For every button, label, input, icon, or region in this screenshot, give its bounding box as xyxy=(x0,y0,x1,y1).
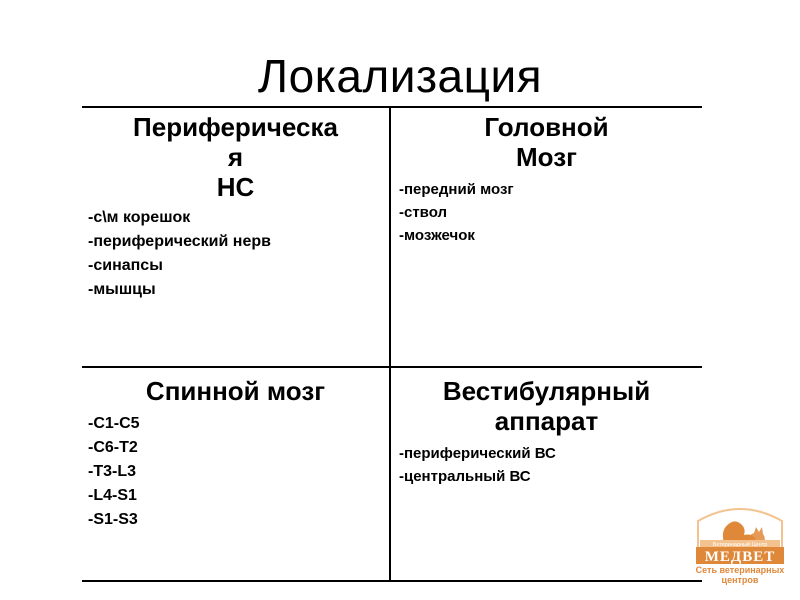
cell-item-list xyxy=(88,412,383,532)
cell-heading xyxy=(88,112,383,202)
list-item: -Т3-L3 xyxy=(88,463,136,480)
list-item: -ствол xyxy=(399,204,448,221)
logo-wordmark: МЕДВЕТ xyxy=(704,549,776,565)
list-item: -L4-S1 xyxy=(88,487,137,504)
table-divider-horizontal xyxy=(82,366,702,368)
cell-heading-line: Мозг xyxy=(516,142,577,172)
logo-caption-line: центров xyxy=(721,575,759,585)
list-item: -мышцы xyxy=(88,281,156,298)
cell-heading-line: я xyxy=(227,142,244,172)
table-cell-spinal-cord xyxy=(82,376,389,580)
dog-and-cat-icon xyxy=(690,503,790,565)
list-item: -передний мозг xyxy=(399,181,514,198)
localization-table xyxy=(82,106,702,582)
list-item: -периферический нерв xyxy=(88,233,271,250)
cell-heading-line: Периферическа xyxy=(133,112,338,142)
list-item: -с\м корешок xyxy=(88,209,191,226)
logo-tagline: Ветеринарный Центр xyxy=(712,542,768,548)
table-cell-peripheral-ns xyxy=(82,112,389,366)
cell-item-list xyxy=(399,442,694,488)
cell-heading-line: аппарат xyxy=(494,406,599,436)
list-item: -центральный ВС xyxy=(399,468,531,485)
cell-heading-line: Головной xyxy=(484,112,609,142)
cell-heading xyxy=(399,112,694,172)
medvet-logo xyxy=(690,503,790,597)
list-item: -синапсы xyxy=(88,257,163,274)
list-item: -периферический ВС xyxy=(399,445,556,462)
table-cell-brain xyxy=(391,112,702,366)
cell-heading-line: Вестибулярный xyxy=(442,376,651,406)
list-item: -С1-С5 xyxy=(88,415,140,432)
cell-heading xyxy=(399,376,694,436)
cell-item-list xyxy=(88,206,383,302)
table-cell-vestibular xyxy=(391,376,702,580)
list-item: -мозжечок xyxy=(399,227,475,244)
cell-heading-line: НС xyxy=(216,172,255,202)
cell-heading xyxy=(88,376,383,406)
page-title: Локализация xyxy=(257,50,543,102)
table-border-bottom xyxy=(82,580,702,582)
cell-item-list xyxy=(399,178,694,247)
logo-caption-line: Сеть ветеринарных xyxy=(695,565,785,575)
table-border-top xyxy=(82,106,702,108)
list-item: -S1-S3 xyxy=(88,511,138,528)
logo-caption xyxy=(690,565,790,585)
cell-heading-line: Спинной мозг xyxy=(145,376,326,406)
list-item: -С6-Т2 xyxy=(88,439,138,456)
